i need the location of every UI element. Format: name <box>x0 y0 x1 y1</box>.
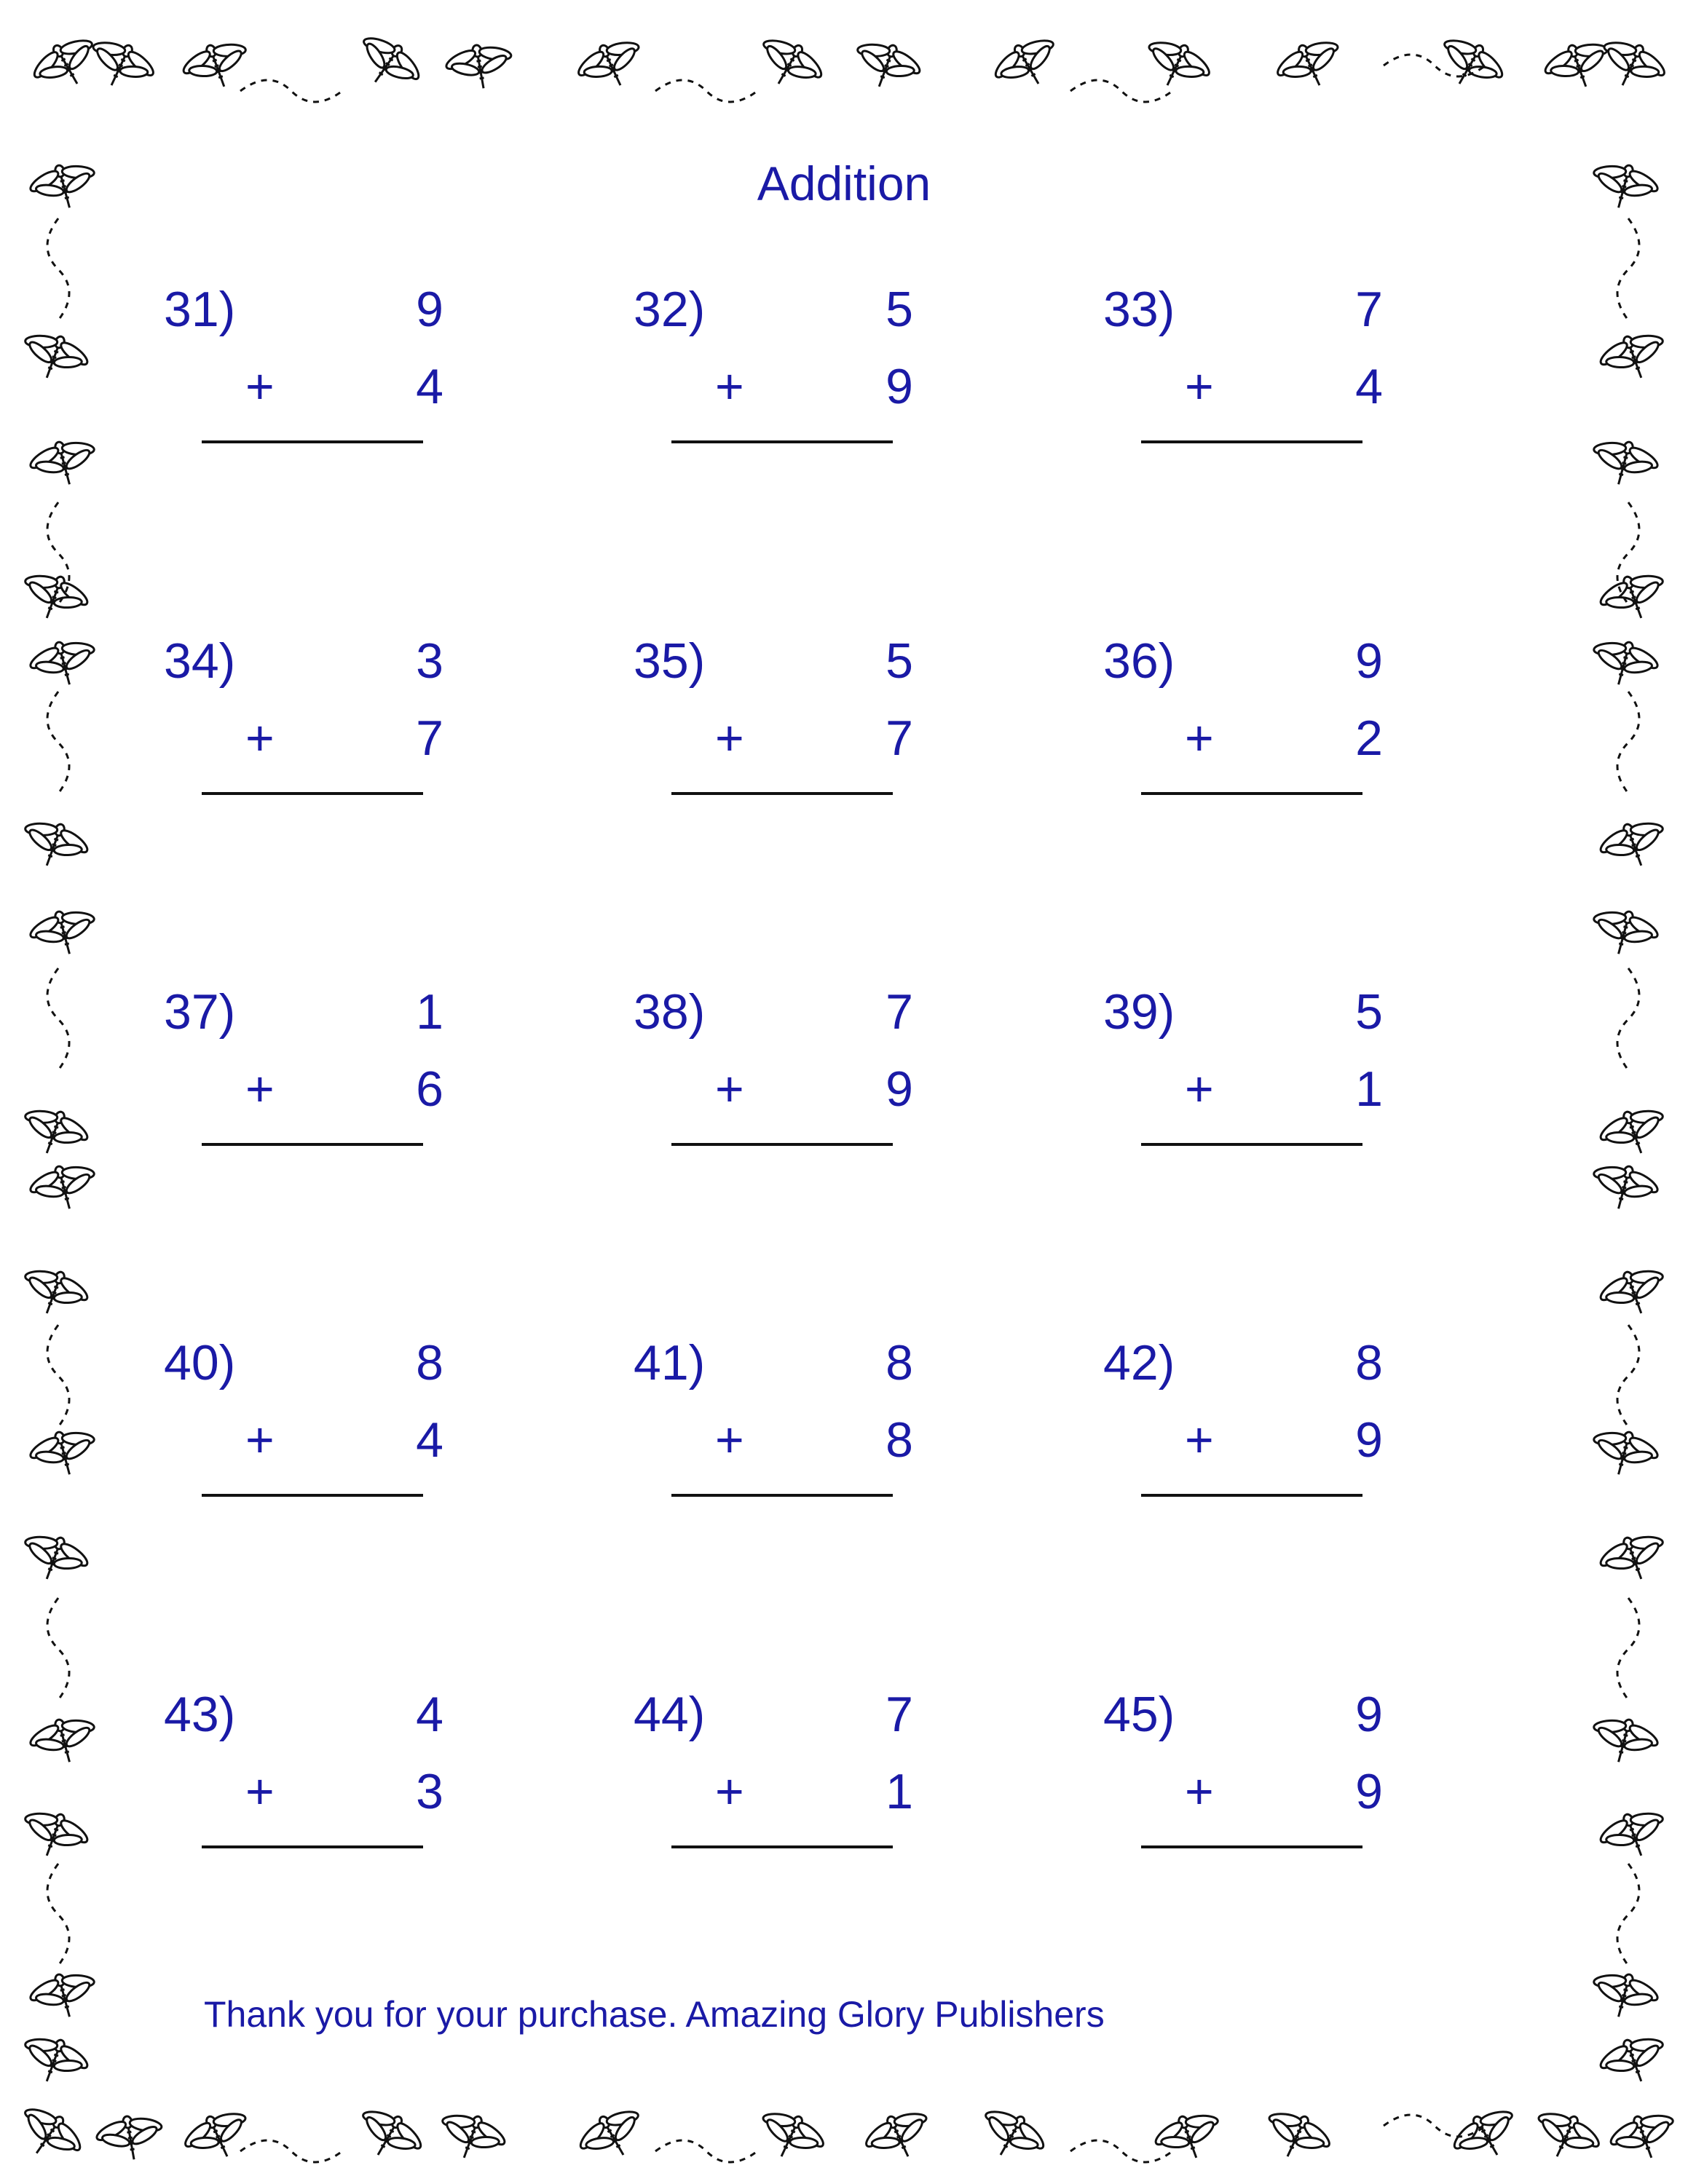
problem-number: 44) <box>634 1687 706 1742</box>
addend-top: 5 <box>886 633 913 689</box>
answer-line[interactable] <box>202 792 423 795</box>
flight-trail <box>1617 218 1639 320</box>
flight-trail <box>1617 1325 1639 1427</box>
problem-number: 37) <box>164 984 236 1040</box>
dragonfly-icon <box>572 2100 653 2172</box>
dragonfly-icon <box>25 433 103 493</box>
problem-33 <box>1103 280 1409 499</box>
dragonfly-icon <box>571 31 652 100</box>
addend-bottom: 1 <box>886 1764 913 1819</box>
addend-top: 7 <box>886 984 913 1040</box>
answer-line[interactable] <box>1141 1494 1362 1497</box>
flight-trail <box>655 80 757 102</box>
addend-top: 8 <box>416 1335 443 1390</box>
dragonfly-icon <box>1594 2028 1674 2093</box>
answer-line[interactable] <box>1141 440 1362 443</box>
problem-40 <box>164 1334 470 1552</box>
plus-sign: + <box>1185 1412 1214 1468</box>
footer-note: Thank you for your purchase. Amazing Glory Publishers <box>204 1994 1105 2035</box>
addend-bottom: 8 <box>886 1412 913 1468</box>
addend-bottom: 9 <box>1355 1764 1383 1819</box>
dragonfly-icon <box>25 903 103 962</box>
problem-44 <box>634 1685 939 1904</box>
dragonfly-icon <box>25 1711 103 1770</box>
addend-top: 4 <box>416 1687 443 1742</box>
dragonfly-icon <box>1429 28 1511 100</box>
dragonfly-icon <box>971 2100 1052 2172</box>
flight-trail <box>1617 692 1639 794</box>
addend-top: 8 <box>886 1335 913 1390</box>
dragonfly-icon <box>15 565 95 630</box>
dragonfly-icon <box>1526 2102 1606 2171</box>
flight-trail <box>47 218 69 320</box>
addend-bottom: 6 <box>416 1061 443 1117</box>
dragonfly-icon <box>1149 2105 1229 2169</box>
addend-bottom: 4 <box>416 359 443 414</box>
dragonfly-icon <box>1585 903 1663 962</box>
problem-number: 38) <box>634 984 706 1040</box>
answer-line[interactable] <box>671 1494 893 1497</box>
dragonfly-icon <box>859 2102 939 2171</box>
dragonfly-icon <box>15 1100 95 1165</box>
addend-top: 8 <box>1355 1335 1383 1390</box>
dragonfly-icon <box>1591 31 1672 100</box>
dragonfly-icon <box>15 1526 95 1591</box>
dragonfly-icon <box>348 2100 430 2172</box>
addend-bottom: 9 <box>886 1061 913 1117</box>
dragonfly-icon <box>750 2102 831 2171</box>
addend-top: 9 <box>1355 1687 1383 1742</box>
plus-sign: + <box>245 1764 275 1819</box>
answer-line[interactable] <box>1141 1143 1362 1146</box>
dragonfly-icon <box>1594 325 1674 389</box>
dragonfly-icon <box>1594 1526 1674 1591</box>
dragonfly-icon <box>1594 1100 1674 1165</box>
problem-number: 32) <box>634 282 706 337</box>
problem-43 <box>164 1685 470 1904</box>
flight-trail <box>1617 968 1639 1070</box>
dragonfly-icon <box>15 325 95 389</box>
problem-34 <box>164 632 470 850</box>
dragonfly-icon <box>847 33 927 98</box>
problem-37 <box>164 983 470 1201</box>
dragonfly-icon <box>1585 1423 1663 1483</box>
plus-sign: + <box>245 1412 275 1468</box>
dragonfly-icon <box>25 1966 103 2025</box>
dragonfly-icon <box>15 1803 95 1867</box>
problem-32 <box>634 280 939 499</box>
plus-sign: + <box>715 1764 744 1819</box>
problem-number: 40) <box>164 1335 236 1390</box>
addend-top: 3 <box>416 633 443 689</box>
dragonfly-icon <box>1594 1260 1674 1325</box>
addend-top: 5 <box>1355 984 1383 1040</box>
problem-35 <box>634 632 939 850</box>
plus-sign: + <box>245 1061 275 1117</box>
dragonfly-icon <box>1585 1158 1663 1217</box>
dragonfly-icon <box>749 28 830 100</box>
addend-bottom: 1 <box>1355 1061 1383 1117</box>
problem-31 <box>164 280 470 499</box>
dragonfly-icon <box>1136 31 1217 100</box>
dragonfly-icon <box>432 2105 512 2169</box>
problem-42 <box>1103 1334 1409 1552</box>
flight-trail <box>240 2140 342 2162</box>
flight-trail <box>1617 1864 1639 1966</box>
dragonfly-icon <box>25 1158 103 1217</box>
dragonfly-icon <box>1604 2105 1684 2169</box>
plus-sign: + <box>1185 359 1214 414</box>
problem-36 <box>1103 632 1409 850</box>
dragonfly-icon <box>1594 565 1674 630</box>
dragonfly-icon <box>1585 1966 1663 2025</box>
dragonfly-icon <box>92 2110 168 2166</box>
plus-sign: + <box>715 359 744 414</box>
problem-number: 31) <box>164 282 236 337</box>
answer-line[interactable] <box>202 440 423 443</box>
answer-line[interactable] <box>671 1845 893 1848</box>
dragonfly-icon <box>1585 633 1663 693</box>
dragonfly-icon <box>1594 812 1674 877</box>
problem-number: 36) <box>1103 633 1175 689</box>
addend-bottom: 4 <box>1355 359 1383 414</box>
dragonfly-icon <box>987 28 1068 100</box>
flight-trail <box>47 692 69 794</box>
addend-bottom: 9 <box>886 359 913 414</box>
plus-sign: + <box>715 711 744 766</box>
plus-sign: + <box>1185 1061 1214 1117</box>
problem-number: 34) <box>164 633 236 689</box>
flight-trail <box>47 1598 69 1700</box>
plus-sign: + <box>245 711 275 766</box>
answer-line[interactable] <box>202 1143 423 1146</box>
dragonfly-icon <box>25 633 103 693</box>
problem-41 <box>634 1334 939 1552</box>
problem-number: 41) <box>634 1335 706 1390</box>
problem-39 <box>1103 983 1409 1201</box>
problem-number: 35) <box>634 633 706 689</box>
dragonfly-icon <box>15 2028 95 2093</box>
flight-trail <box>47 1864 69 1966</box>
answer-line[interactable] <box>671 440 893 443</box>
dragonfly-icon <box>442 39 518 95</box>
answer-line[interactable] <box>202 1845 423 1848</box>
answer-line[interactable] <box>202 1494 423 1497</box>
addend-bottom: 4 <box>416 1412 443 1468</box>
addend-top: 9 <box>1355 633 1383 689</box>
problem-number: 42) <box>1103 1335 1175 1390</box>
dragonfly-icon <box>1270 31 1351 100</box>
answer-line[interactable] <box>1141 1845 1362 1848</box>
addend-top: 7 <box>1355 282 1383 337</box>
problem-number: 45) <box>1103 1687 1175 1742</box>
plus-sign: + <box>1185 1764 1214 1819</box>
dragonfly-icon <box>1585 1711 1663 1770</box>
problem-number: 43) <box>164 1687 236 1742</box>
problem-45 <box>1103 1685 1409 1904</box>
flight-trail <box>47 1325 69 1427</box>
flight-trail <box>655 2140 757 2162</box>
dragonfly-icon <box>25 1423 103 1483</box>
addend-bottom: 7 <box>886 711 913 766</box>
problem-38 <box>634 983 939 1201</box>
addend-bottom: 2 <box>1355 711 1383 766</box>
dragonfly-icon <box>1594 1803 1674 1867</box>
dragonfly-icon <box>15 1260 95 1325</box>
answer-line[interactable] <box>671 1143 893 1146</box>
addend-bottom: 9 <box>1355 1412 1383 1468</box>
page-title: Addition <box>757 157 931 210</box>
dragonfly-icon <box>8 2097 90 2173</box>
plus-sign: + <box>715 1061 744 1117</box>
plus-sign: + <box>715 1412 744 1468</box>
addend-top: 7 <box>886 1687 913 1742</box>
problem-number: 39) <box>1103 984 1175 1040</box>
addend-top: 1 <box>416 984 443 1040</box>
problem-number: 33) <box>1103 282 1175 337</box>
dragonfly-icon <box>1256 2102 1337 2171</box>
dragonfly-icon <box>80 31 161 100</box>
addend-bottom: 7 <box>416 711 443 766</box>
answer-line[interactable] <box>671 792 893 795</box>
addend-top: 9 <box>416 282 443 337</box>
plus-sign: + <box>1185 711 1214 766</box>
dragonfly-icon <box>347 26 428 102</box>
flight-trail <box>1070 80 1172 102</box>
flight-trail <box>47 968 69 1070</box>
flight-trail <box>240 80 342 102</box>
answer-line[interactable] <box>1141 792 1362 795</box>
addend-bottom: 3 <box>416 1764 443 1819</box>
plus-sign: + <box>245 359 275 414</box>
dragonfly-icon <box>15 812 95 877</box>
dragonfly-icon <box>25 28 107 100</box>
dragonfly-icon <box>1585 433 1663 493</box>
dragonfly-icon <box>178 2102 259 2171</box>
flight-trail <box>1617 1598 1639 1700</box>
addend-top: 5 <box>886 282 913 337</box>
